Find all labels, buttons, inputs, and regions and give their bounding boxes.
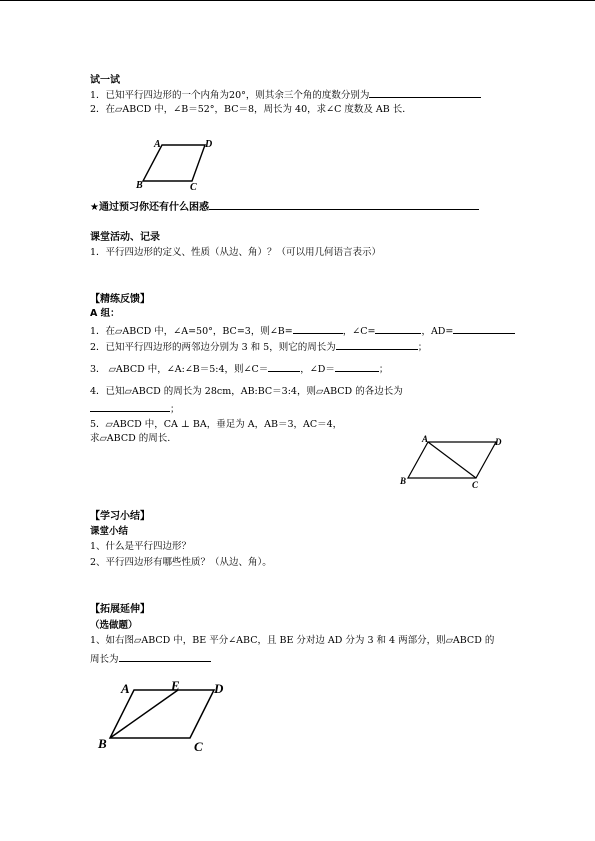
parallelogram-figure-2 [396, 432, 508, 492]
class-activity-heading: 课堂活动、记录 [90, 232, 160, 243]
practice-group-a: A 组： [90, 308, 120, 319]
extension-question-1-line-2: 周长为 [90, 652, 211, 666]
extension-question-1-line-1: 1、如右图▱ABCD 中，BE 平分∠ABC，且 BE 分对边 AD 分为 3 和 4 两部分，则▱ABCD 的 [90, 635, 495, 646]
label-b: B [136, 180, 143, 191]
answer-blank[interactable] [369, 88, 481, 98]
class-activity-question-1: 1．平行四边形的定义、性质（从边、角）？（可以用几何语言表示） [90, 247, 382, 258]
practice-question-2: 2．已知平行四边形的两邻边分别为 3 和 5，则它的周长为 ； [90, 342, 428, 353]
try-it-question-1: 1．已知平行四边形的一个内角为20°，则其余三个角的度数分别为 [90, 88, 481, 102]
practice-question-4: 4．已知▱ABCD 的周长为 28cm，AB:BC＝3:4，则▱ABCD 的各边长为 [90, 386, 403, 397]
try-it-heading: 试一试 [90, 75, 120, 86]
extension-subheading: （选做题） [90, 620, 138, 631]
practice-question-5-line-1: 5．▱ABCD 中，CA ⊥ BA，垂足为 A，AB＝3，AC＝4， [90, 419, 343, 430]
page-top-rule [0, 0, 595, 1]
practice-question-3: 3． ▱ABCD 中，∠A:∠B＝5:4，则∠C＝ ，∠D＝ ； [90, 364, 389, 375]
label-c: C [472, 480, 479, 490]
summary-question-1: 1、什么是平行四边形？ [90, 541, 192, 552]
summary-subheading: 课堂小结 [90, 526, 129, 537]
answer-blank[interactable] [293, 324, 343, 334]
label-d: D [495, 437, 502, 447]
summary-question-2: 2、平行四边形有哪些性质？（从边、角）。 [90, 557, 272, 568]
answer-blank[interactable] [119, 652, 211, 662]
label-d: D [205, 139, 213, 150]
label-c: C [194, 739, 203, 754]
answer-blank[interactable] [268, 362, 300, 372]
segment-be [110, 690, 178, 738]
parallelogram-figure-3 [92, 674, 238, 756]
diagonal-ac [428, 442, 476, 478]
answer-blank[interactable] [335, 362, 379, 372]
answer-blank[interactable] [336, 340, 418, 350]
label-a: A [422, 434, 429, 444]
confusion-blank[interactable] [209, 200, 479, 210]
confusion-prompt: ★通过预习你还有什么困惑 [90, 200, 479, 214]
answer-blank[interactable] [375, 324, 421, 334]
label-a: A [121, 681, 130, 696]
extension-heading: 【拓展延伸】 [90, 604, 150, 615]
practice-question-1: 1．在▱ABCD 中，∠A=50°，BC=3，则∠B= ，∠C= ，AD= [90, 324, 515, 338]
practice-question-4-answer: ； [90, 402, 180, 416]
try-it-question-2: 2．在▱ABCD 中，∠B＝52°，BC＝8，周长为 40，求∠C 度数及 AB 长． [90, 104, 412, 115]
label-b: B [98, 736, 107, 751]
parallelogram-abcd [110, 690, 214, 738]
parallelogram-figure-1 [130, 134, 220, 192]
label-c: C [190, 182, 197, 192]
label-e: E [171, 678, 180, 693]
practice-question-5-line-2: 求▱ABCD 的周长. [90, 433, 171, 444]
answer-blank[interactable] [453, 324, 515, 334]
practice-heading: 【精练反馈】 [90, 294, 150, 305]
answer-blank[interactable] [90, 402, 170, 412]
parallelogram-abcd [143, 145, 205, 181]
label-b: B [400, 476, 407, 486]
label-d: D [214, 681, 224, 696]
label-a: A [154, 139, 161, 150]
summary-heading: 【学习小结】 [90, 511, 150, 522]
